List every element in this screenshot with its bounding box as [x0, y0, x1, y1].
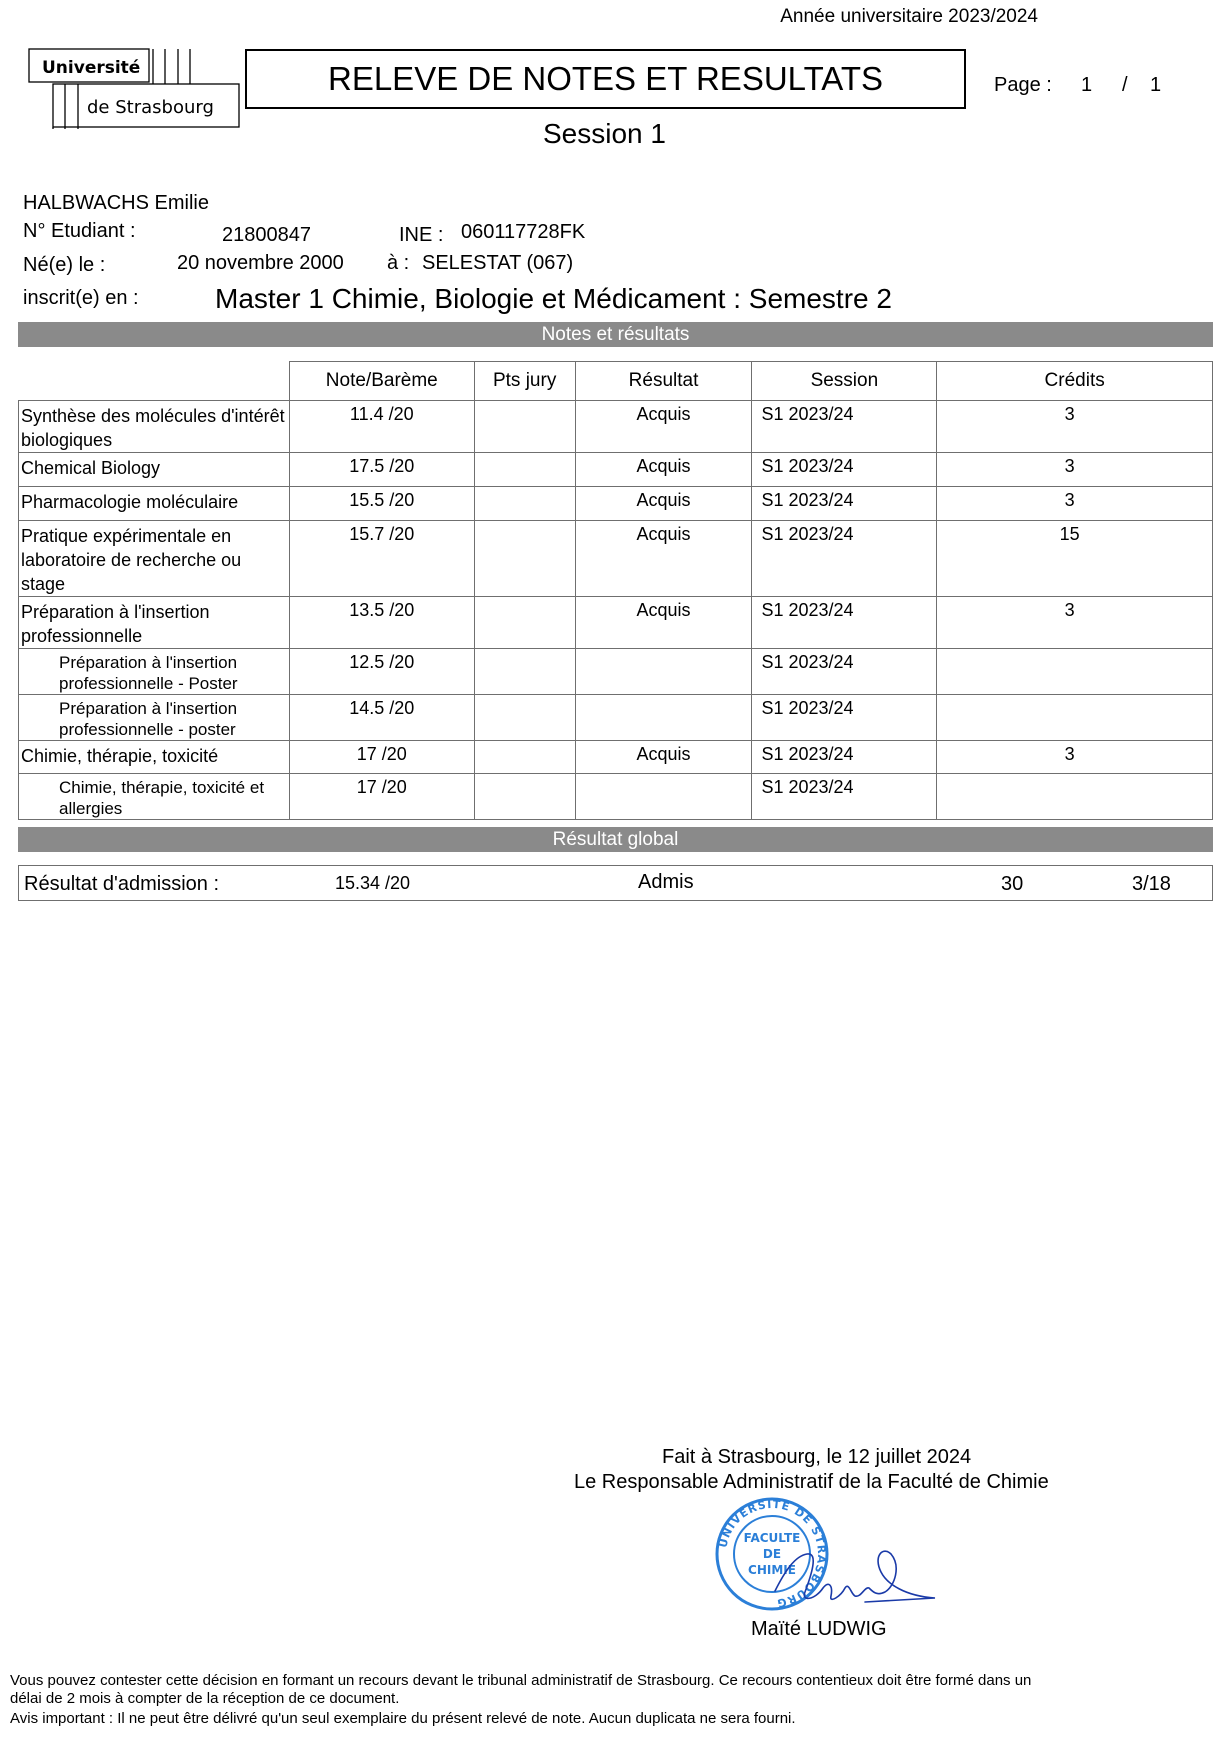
course-result: [575, 695, 752, 741]
course-result: Acquis: [575, 741, 752, 774]
course-result: Acquis: [575, 453, 752, 487]
program-name: Master 1 Chimie, Biologie et Médicament : Semestre 2: [215, 283, 892, 314]
course-session: S1 2023/24: [752, 649, 937, 695]
course-jury-points: [474, 774, 575, 820]
stamp-text-chimie: CHIMIE: [748, 1563, 796, 1577]
course-grade: 15.7 /20: [289, 521, 474, 597]
grades-table: [18, 361, 1213, 820]
course-jury-points: [474, 597, 575, 649]
course-credits: 3: [937, 401, 1213, 453]
header-blank: [19, 362, 290, 401]
course-label: Préparation à l'insertion professionnelle - Poster: [19, 649, 290, 695]
stamp-ring-text: UNIVERSITÉ DE STRASBOURG: [716, 1497, 829, 1610]
course-jury-points: [474, 521, 575, 597]
university-logo: [28, 48, 240, 130]
course-label: Chemical Biology: [19, 453, 290, 487]
course-grade: 11.4 /20: [289, 401, 474, 453]
table-row: [19, 741, 1213, 774]
student-number: 21800847: [222, 224, 311, 246]
global-section-band: Résultat global: [18, 827, 1213, 852]
enrolled-label: inscrit(e) en :: [23, 287, 139, 309]
stamp-text-faculte: FACULTE: [743, 1531, 801, 1545]
student-name: HALBWACHS Emilie: [23, 192, 209, 214]
admission-result: Admis: [638, 871, 694, 893]
course-result: Acquis: [575, 487, 752, 521]
course-label: Préparation à l'insertion professionnelle - poster: [19, 695, 290, 741]
grades-header-row: [19, 362, 1213, 401]
course-credits: [937, 695, 1213, 741]
course-credits: [937, 649, 1213, 695]
course-session: S1 2023/24: [752, 487, 937, 521]
course-result: [575, 774, 752, 820]
stamp-seal-icon: [716, 1498, 828, 1610]
course-jury-points: [474, 649, 575, 695]
birth-place: SELESTAT (067): [422, 252, 574, 274]
admission-rank: 3/18: [1132, 873, 1171, 895]
course-label: Chimie, thérapie, toxicité et allergies: [19, 774, 290, 820]
course-session: S1 2023/24: [752, 774, 937, 820]
header-credits: Crédits: [937, 362, 1213, 401]
course-grade: 13.5 /20: [289, 597, 474, 649]
stamp-text-de: DE: [762, 1547, 782, 1561]
course-grade: 17.5 /20: [289, 453, 474, 487]
course-credits: [937, 774, 1213, 820]
course-session: S1 2023/24: [752, 695, 937, 741]
table-row: [19, 401, 1213, 453]
course-grade: 15.5 /20: [289, 487, 474, 521]
birth-place-label: à :: [387, 252, 410, 274]
course-jury-points: [474, 741, 575, 774]
header-result: Résultat: [575, 362, 752, 401]
course-label: Chimie, thérapie, toxicité: [19, 741, 290, 774]
course-session: S1 2023/24: [752, 597, 937, 649]
course-jury-points: [474, 487, 575, 521]
course-jury-points: [474, 401, 575, 453]
course-label: Préparation à l'insertion professionnelle: [19, 597, 290, 649]
course-result: Acquis: [575, 597, 752, 649]
logo-text-strasbourg: de Strasbourg: [87, 97, 214, 118]
admission-result-row: [18, 865, 1213, 901]
signer-name: Maïté LUDWIG: [751, 1618, 887, 1640]
course-credits: 3: [937, 487, 1213, 521]
course-grade: 17 /20: [289, 741, 474, 774]
table-row: [19, 695, 1213, 741]
place-date: Fait à Strasbourg, le 12 juillet 2024: [662, 1446, 972, 1468]
course-result: Acquis: [575, 521, 752, 597]
birth-date: 20 novembre 2000: [177, 252, 344, 274]
session-title: Session 1: [543, 118, 666, 149]
page-separator: /: [1122, 74, 1128, 96]
course-jury-points: [474, 695, 575, 741]
course-session: S1 2023/24: [752, 401, 937, 453]
student-number-label: N° Etudiant :: [23, 220, 136, 242]
course-session: S1 2023/24: [752, 453, 937, 487]
course-result: [575, 649, 752, 695]
footer-notice: Avis important : Il ne peut être délivré qu'un seul exemplaire du présent relevé de note. Aucun duplicata ne sera fourni.: [10, 1710, 796, 1727]
ine-value: 060117728FK: [461, 221, 586, 243]
course-grade: 17 /20: [289, 774, 474, 820]
course-grade: 12.5 /20: [289, 649, 474, 695]
admission-credits: 30: [1001, 873, 1024, 895]
course-result: Acquis: [575, 401, 752, 453]
grades-section-band: Notes et résultats: [18, 322, 1213, 347]
table-row: [19, 597, 1213, 649]
ine-label: INE :: [399, 224, 444, 246]
course-credits: 3: [937, 597, 1213, 649]
admission-grade: 15.34 /20: [335, 873, 411, 893]
logo-text-universite: Université: [42, 58, 141, 78]
course-grade: 14.5 /20: [289, 695, 474, 741]
footer-appeal-line1: Vous pouvez contester cette décision en formant un recours devant le tribunal administratif de Strasbourg. Ce recours contentieux doit être formé dans un: [10, 1672, 1032, 1689]
admission-label: Résultat d'admission :: [24, 873, 220, 895]
table-row: [19, 649, 1213, 695]
signatory-role: Le Responsable Administratif de la Faculté de Chimie: [574, 1471, 1049, 1493]
course-session: S1 2023/24: [752, 521, 937, 597]
academic-year: Année universitaire 2023/2024: [780, 6, 1038, 27]
course-credits: 15: [937, 521, 1213, 597]
footer-appeal-line2: délai de 2 mois à compter de la réception de ce document.: [10, 1690, 400, 1707]
page-label: Page :: [994, 74, 1052, 96]
table-row: [19, 521, 1213, 597]
course-label: Pratique expérimentale en laboratoire de recherche ou stage: [19, 521, 290, 597]
course-session: S1 2023/24: [752, 741, 937, 774]
faculty-stamp: [715, 1496, 937, 1614]
header-session: Session: [752, 362, 937, 401]
table-row: [19, 453, 1213, 487]
course-jury-points: [474, 453, 575, 487]
page-total: 1: [1150, 74, 1162, 96]
course-credits: 3: [937, 453, 1213, 487]
page-number: 1: [1081, 74, 1093, 96]
table-row: [19, 774, 1213, 820]
birth-date-label: Né(e) le :: [23, 254, 106, 276]
document-title: RELEVE DE NOTES ET RESULTATS: [245, 49, 966, 109]
header-jury-points: Pts jury: [474, 362, 575, 401]
table-row: [19, 487, 1213, 521]
course-credits: 3: [937, 741, 1213, 774]
course-label: Pharmacologie moléculaire: [19, 487, 290, 521]
header-grade: Note/Barème: [289, 362, 474, 401]
course-label: Synthèse des molécules d'intérêt biologiques: [19, 401, 290, 453]
